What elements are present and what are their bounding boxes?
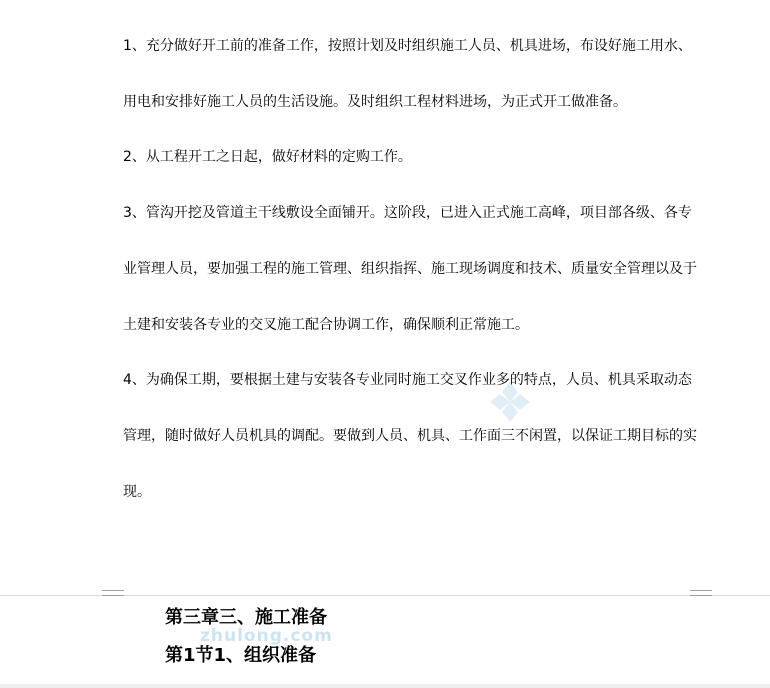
page-bottom-edge — [0, 684, 770, 688]
paragraph-3-line-2: 业管理人员，要加强工程的施工管理、组织指挥、施工现场调度和技术、质量安全管理以及于 — [123, 261, 697, 277]
watermark-text: zhulong.com — [200, 626, 333, 646]
paragraph-2-line-1: 2、从工程开工之日起，做好材料的定购工作。 — [123, 149, 412, 165]
section-heading: 第1节1、组织准备 — [165, 645, 317, 666]
paragraph-3-line-1: 3、管沟开挖及管道主干线敷设全面铺开。这阶段，已进入正式施工高峰，项目部各级、各专 — [123, 205, 692, 221]
paragraph-1-line-2: 用电和安排好施工人员的生活设施。及时组织工程材料进场，为正式开工做准备。 — [123, 94, 627, 110]
paragraph-4-line-2: 管理，随时做好人员机具的调配。要做到人员、机具、工作面三不闲置，以保证工期目标的实 — [123, 428, 697, 444]
paragraph-4-line-1: 4、为确保工期，要根据土建与安装各专业同时施工交叉作业多的特点，人员、机具采取动态 — [123, 372, 692, 388]
zhulong-logo-icon — [488, 380, 532, 424]
margin-mark-left — [102, 588, 124, 598]
chapter-heading: 第三章三、施工准备 — [165, 607, 327, 628]
paragraph-3-line-3: 土建和安装各专业的交叉施工配合协调工作，确保顺利正常施工。 — [123, 317, 529, 333]
paragraph-1-line-1: 1、充分做好开工前的准备工作，按照计划及时组织施工人员、机具进场，布设好施工用水、 — [123, 38, 692, 54]
paragraph-4-line-3: 现。 — [123, 484, 151, 500]
margin-mark-right — [690, 588, 712, 598]
